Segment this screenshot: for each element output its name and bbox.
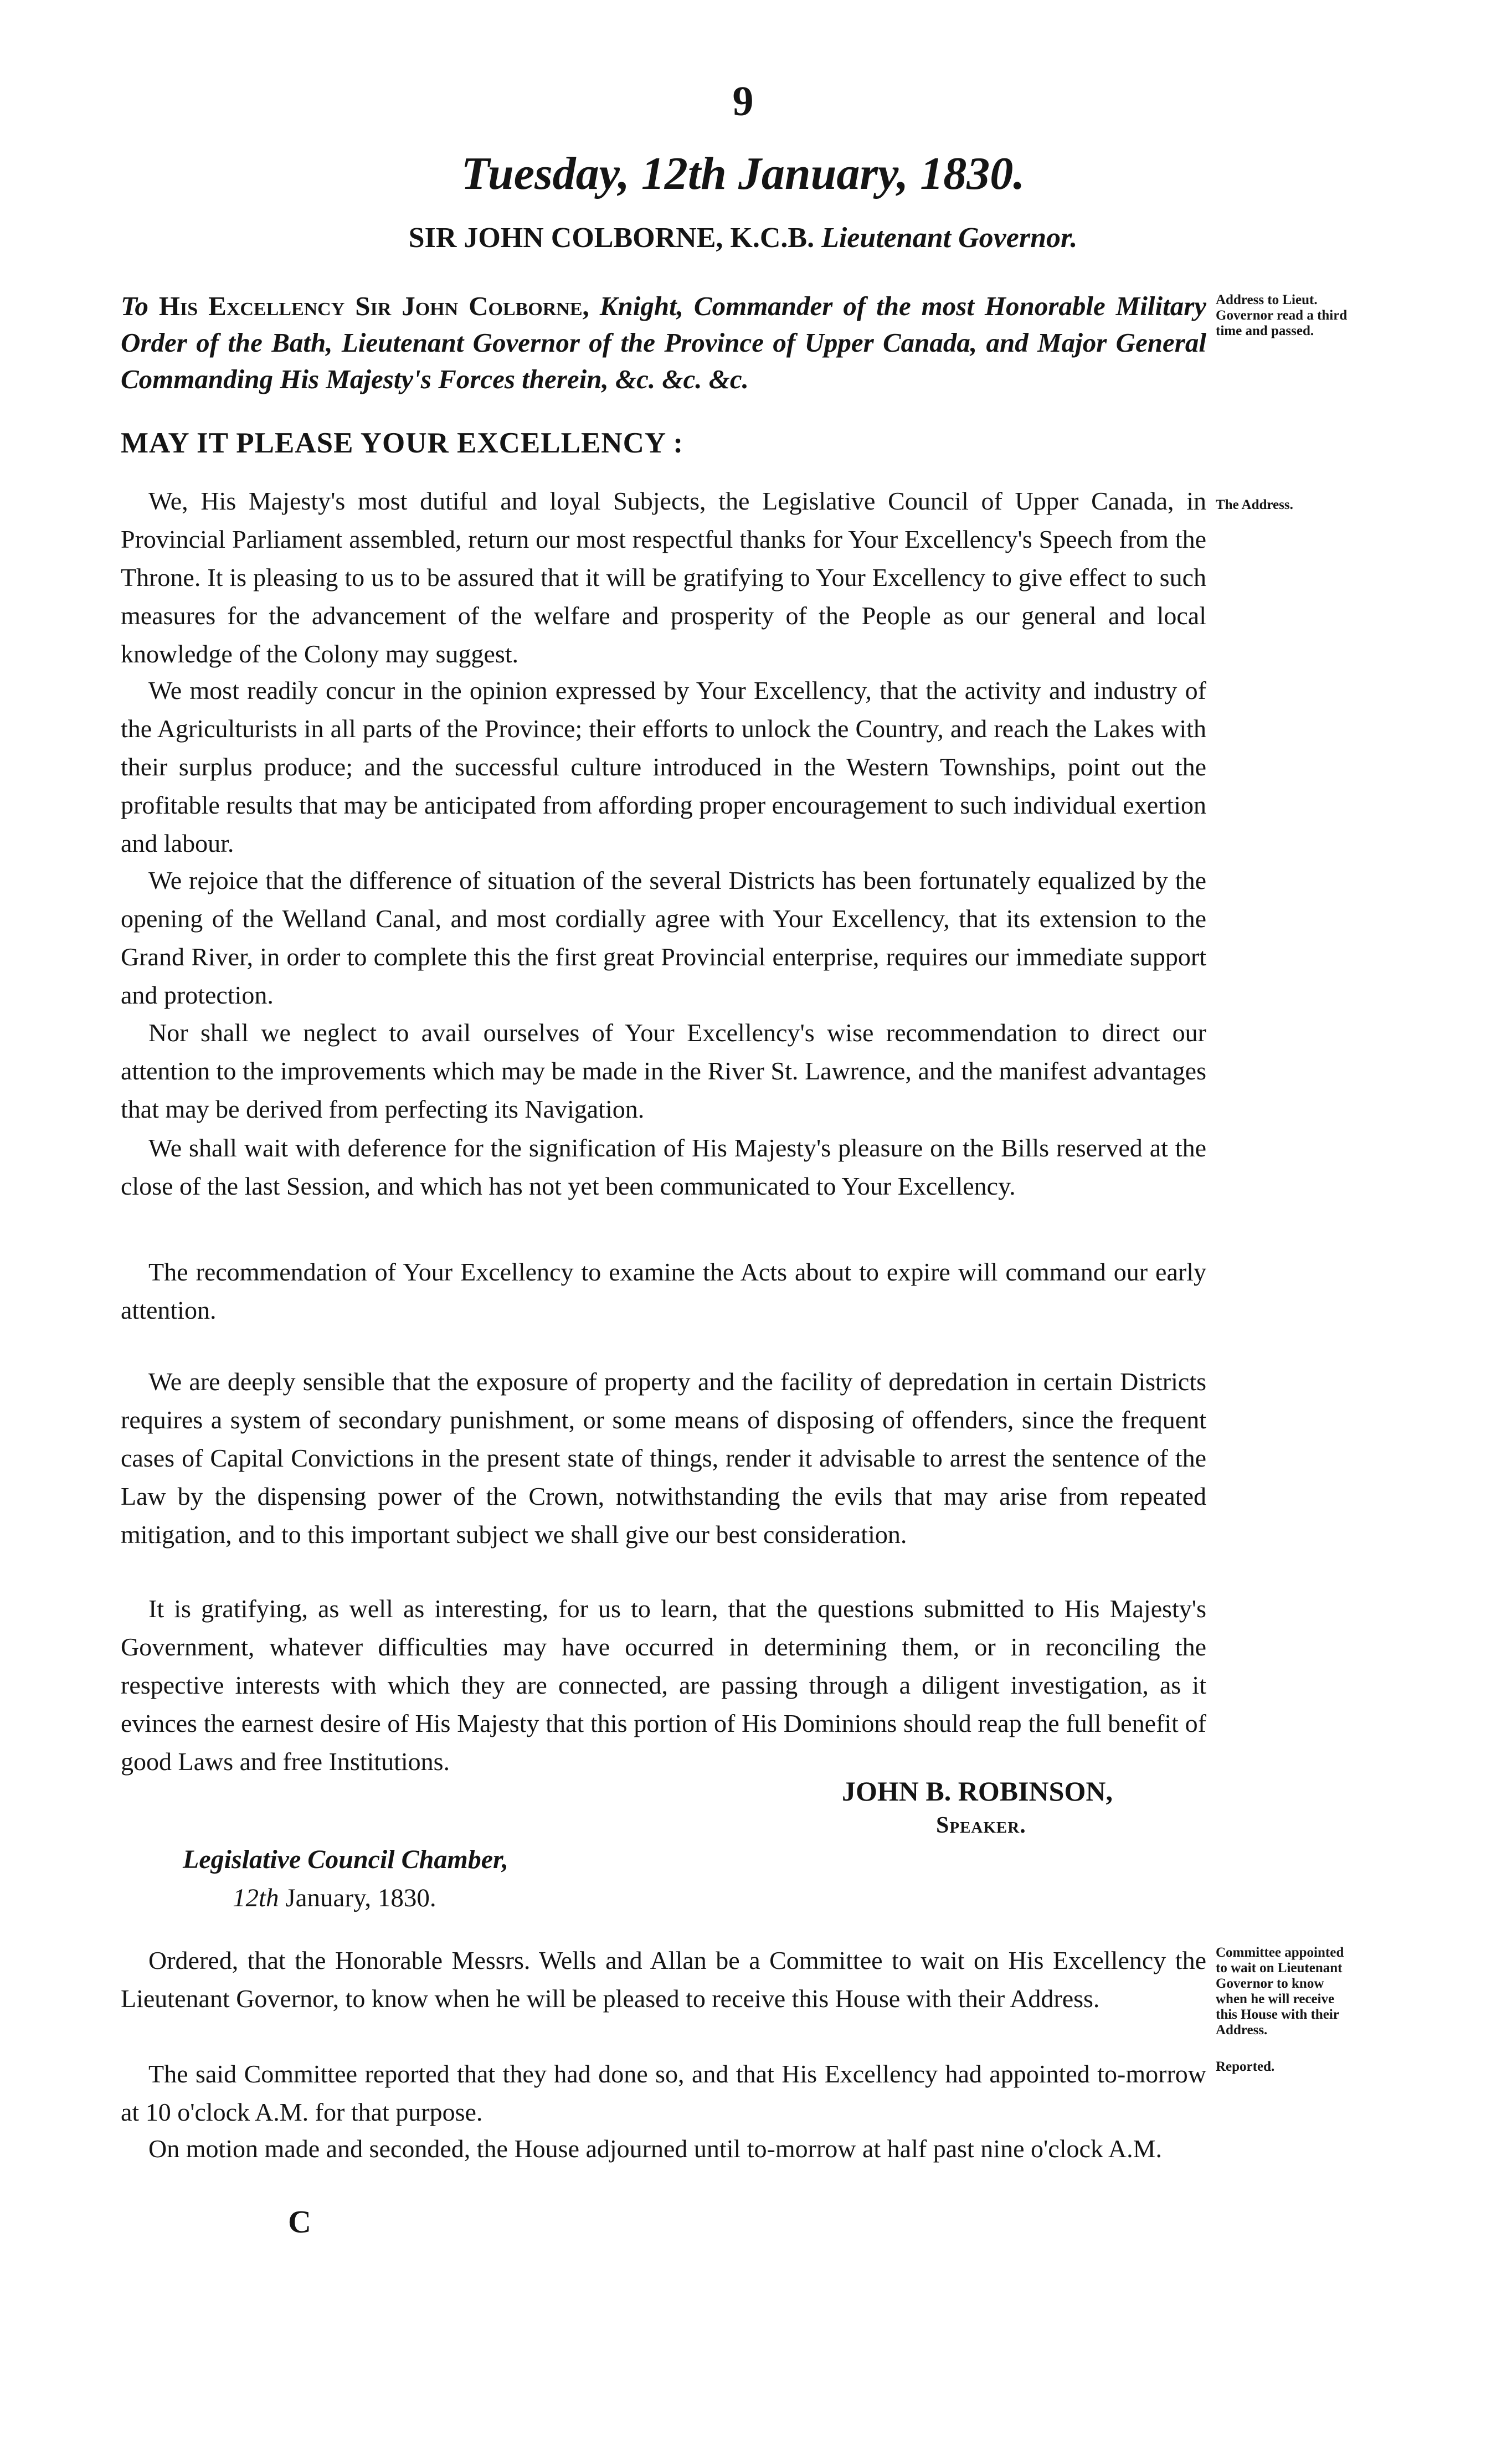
address-heading	[121, 288, 1206, 398]
chamber-place: Legislative Council Chamber,	[183, 1845, 509, 1874]
reported-paragraph: The said Committee reported that they had done so, and that His Excellency had appointed to-morrow at 10 o'clock A.M. for that purpose.	[121, 2060, 1206, 2126]
paragraph-1: We, His Majesty's most dutiful and loyal Subjects, the Legislative Council of Upper Canada, in Provincial Parliament assembled, return our most respectful thanks for Your Excellency's Speech from the Throne. It is pleasing to us to be assured that it will be gratifying to Your Excellency to give effect to such measures for the advancement of the welfare and prosperity of the People as our general and local knowledge of the Colony may suggest.	[121, 487, 1206, 668]
speaker-name: JOHN B. ROBINSON,	[842, 1776, 1113, 1807]
margin-note-reported: Reported.	[1216, 2059, 1275, 2074]
paragraph-7: We are deeply sensible that the exposure of property and the facility of depredation in certain Districts requires a system of secondary punishment, or some means of disposing of offenders, since the frequent cases of Capital Convictions in the present state of things, render it advisable to arrest the sentence of the Law by the dispensing power of the Crown, notwithstanding the evils that may arise from repeated mitigation, and to this important subject we shall give our best consideration.	[121, 1367, 1206, 1549]
address-his-excellency: His Excellency Sir John Colborne,	[158, 291, 589, 321]
paragraph-2: We most readily concur in the opinion expressed by Your Excellency, that the activity and industry of the Agriculturists in all parts of the Province; their efforts to unlock the Country, and reach the Lakes with their surplus produce; and the successful culture introduced in the Western Townships, point out the profitable results that may be anticipated from affording proper encouragement to such individual exertion and labour.	[121, 676, 1206, 857]
speaker-title: Speaker.	[936, 1813, 1026, 1838]
ordered-paragraph: Ordered, that the Honorable Messrs. Wells and Allan be a Committee to wait on His Excellency the Lieutenant Governor, to know when he will be pleased to receive this House with their Address.	[121, 1946, 1206, 2013]
paragraph-5: We shall wait with deference for the signification of His Majesty's pleasure on the Bills reserved at the close of the last Session, and which has not yet been communicated to Your Excellency.	[121, 1134, 1206, 1200]
adjourned-paragraph: On motion made and seconded, the House adjourned until to-morrow at half past nine o'clock A.M.	[148, 2134, 1162, 2163]
paragraph-8: It is gratifying, as well as interesting, for us to learn, that the questions submitted to His Majesty's Government, whatever difficulties may have occurred in determining them, or in reconciling the respective interests with which they are connected, are passing through a diligent investigation, as it evinces the earnest desire of His Majesty that this portion of His Dominions should reap the full benefit of good Laws and free Institutions.	[121, 1594, 1206, 1776]
date-heading: Tuesday, 12th January, 1830.	[461, 148, 1025, 199]
paragraph-6: The recommendation of Your Excellency to examine the Acts about to expire will command our early attention.	[121, 1258, 1206, 1324]
governor-name: SIR JOHN COLBORNE, K.C.B.	[408, 222, 815, 254]
chamber-date	[233, 1883, 436, 1913]
chamber-date-day: 12th	[233, 1884, 279, 1912]
page-number: 9	[732, 78, 754, 125]
margin-note-address-read: Address to Lieut. Governor read a third time and passed.	[1216, 292, 1348, 338]
address-heading-rest: Knight, Commander of the most Honorable Military Order of the Bath, Lieutenant Governor of the Province of Upper Canada, and Major General Commanding His Majesty's Forces therein, &c. &c. &c.	[121, 291, 1207, 394]
margin-note-committee: Committee appointed to wait on Lieutenant Governor to know when he will receive this House with their Address.	[1216, 1945, 1344, 2038]
chamber-date-rest: January, 1830.	[285, 1884, 436, 1912]
printer-signature-mark: C	[288, 2204, 311, 2240]
salutation: MAY IT PLEASE YOUR EXCELLENCY :	[121, 427, 684, 459]
governor-title: Lieutenant Governor.	[821, 222, 1078, 254]
paragraph-4: Nor shall we neglect to avail ourselves of Your Excellency's wise recommendation to direct our attention to the improvements which may be made in the River St. Lawrence, and the manifest advantages that may be derived from perfecting its Navigation.	[121, 1018, 1206, 1123]
margin-note-the-address: The Address.	[1216, 497, 1293, 512]
governor-line	[0, 222, 1486, 254]
address-to: To	[121, 291, 148, 321]
paragraph-3: We rejoice that the difference of situation of the several Districts has been fortunately equalized by the opening of the Welland Canal, and most cordially agree with Your Excellency, that its extension to the Grand River, in order to complete this the first great Provincial enterprise, requires our immediate support and protection.	[121, 866, 1206, 1009]
